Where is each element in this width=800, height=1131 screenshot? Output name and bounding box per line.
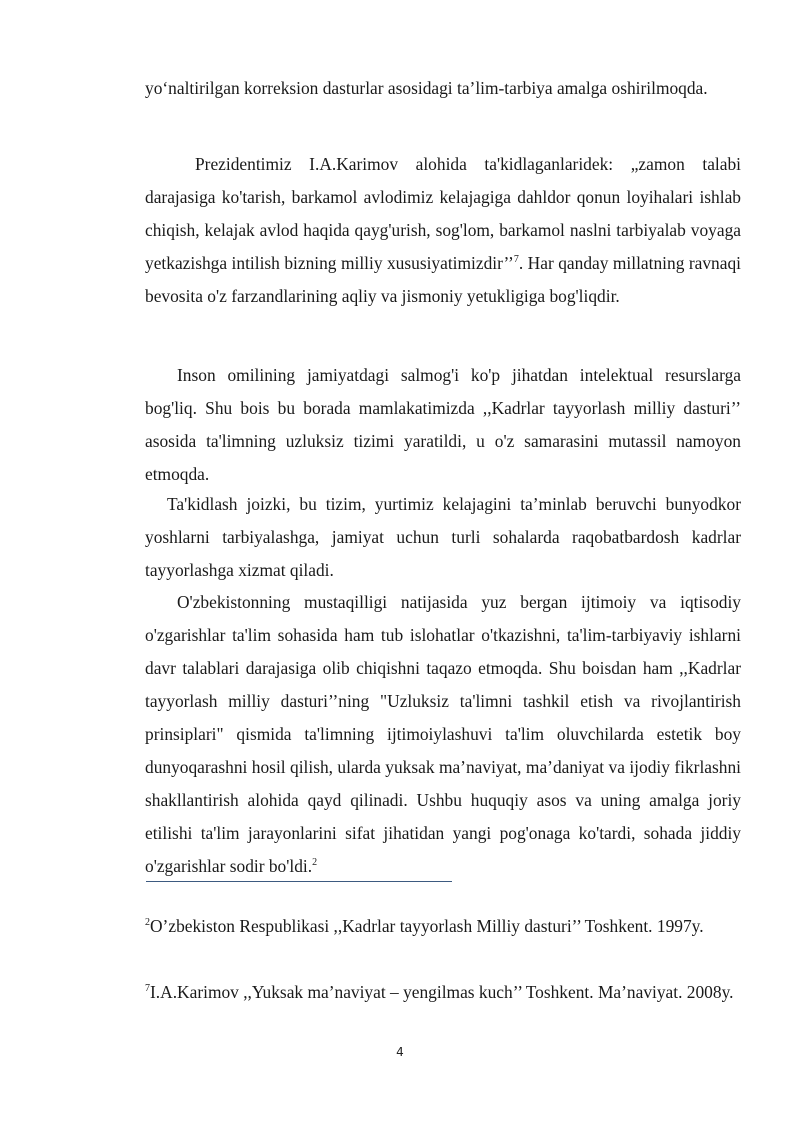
footnote-ref: 2 — [312, 857, 318, 868]
paragraph-independence — [145, 586, 741, 883]
footnote-text: O’zbekiston Respublikasi ,,Kadrlar tayyorlash Milliy dasturi’’ Toshkent. 1997y. — [150, 916, 704, 936]
paragraph-system-note: Ta'kidlash joizki, bu tizim, yurtimiz kelajagini ta’minlab beruvchi bunyodkor yoshlarni tarbiyalashga, jamiyat uchun turli sohalarda raqobatbardosh kadrlar tayyorlashga xizmat qiladi. — [145, 494, 741, 580]
paragraph-continuation: yo‘naltirilgan korreksion dasturlar asosidagi ta’lim-tarbiya amalga oshirilmoqda. — [145, 78, 708, 98]
paragraph-text: Prezidentimiz I.A.Karimov alohida ta'kidlaganlaridek: „zamon talabi darajasiga ko'tarish, barkamol avlodimiz kelajagiga dahldor qonun loyihalari ishlab chiqish, kelajak avlod haqida qayg'urish, sog'lom, barkamol naslni tarbiyalab voyaga yetkazishga intilish bizning milliy xususiyatimizdir’’ — [145, 154, 741, 273]
footnote-mark: 2 — [145, 917, 150, 928]
paragraph-text-tail: . Har qanday millatning ravnaqi bevosita o'z farzandlarining aqliy va jismoniy yetukligiga bog'liqdir. — [145, 253, 741, 306]
footnote-item — [145, 978, 741, 1006]
paragraph-text: O'zbekistonning mustaqilligi natijasida yuz bergan ijtimoiy va iqtisodiy o'zgarishlar ta'lim sohasida ham tub islohatlar o'tkazishni, ta'lim-tarbiyaviy ishlarni davr talablari darajasiga olib chiqishni taqazo etmoqda. Shu boisdan ham ,,Kadrlar tayyorlash milliy dasturi’’ning "Uzluksiz ta'limni tashkil etish va rivojlantirish prinsiplari" qismida ta'limning ijtimoiylashuvi ta'lim oluvchilarda estetik boy dunyoqarashni hosil qilish, ularda yuksak ma’naviyat, ma’daniyat va ijodiy fikrlashni shakllantirish alohida qayd qilinadi. Ushbu huquqiy asos va uning amalga joriy etilishi ta'lim jarayonlarini sifat jihatidan yangi pog'onaga ko'tardi, sohada jiddiy o'zgarishlar sodir bo'ldi. — [145, 592, 741, 876]
footnote-item — [145, 910, 741, 942]
footnote-separator — [146, 881, 452, 882]
footnote-ref: 7 — [513, 254, 519, 265]
footnote-text: I.A.Karimov ,,Yuksak ma’naviyat – yengilmas kuch’’ Toshkent. Ma’naviyat. 2008y. — [150, 982, 734, 1002]
paragraph-president-quote — [145, 148, 741, 313]
page-number: 4 — [396, 1045, 404, 1059]
footnote-mark: 7 — [145, 983, 150, 994]
paragraph-human-factor: Inson omilining jamiyatdagi salmog'i ko'p jihatdan intelektual resurslarga bog'liq. Shu bois bu borada mamlakatimizda ,,Kadrlar tayyorlash milliy dasturi’’ asosida ta'limning uzluksiz tizimi yaratildi, u o'z samarasini mutassil namoyon etmoqda. — [145, 365, 741, 484]
